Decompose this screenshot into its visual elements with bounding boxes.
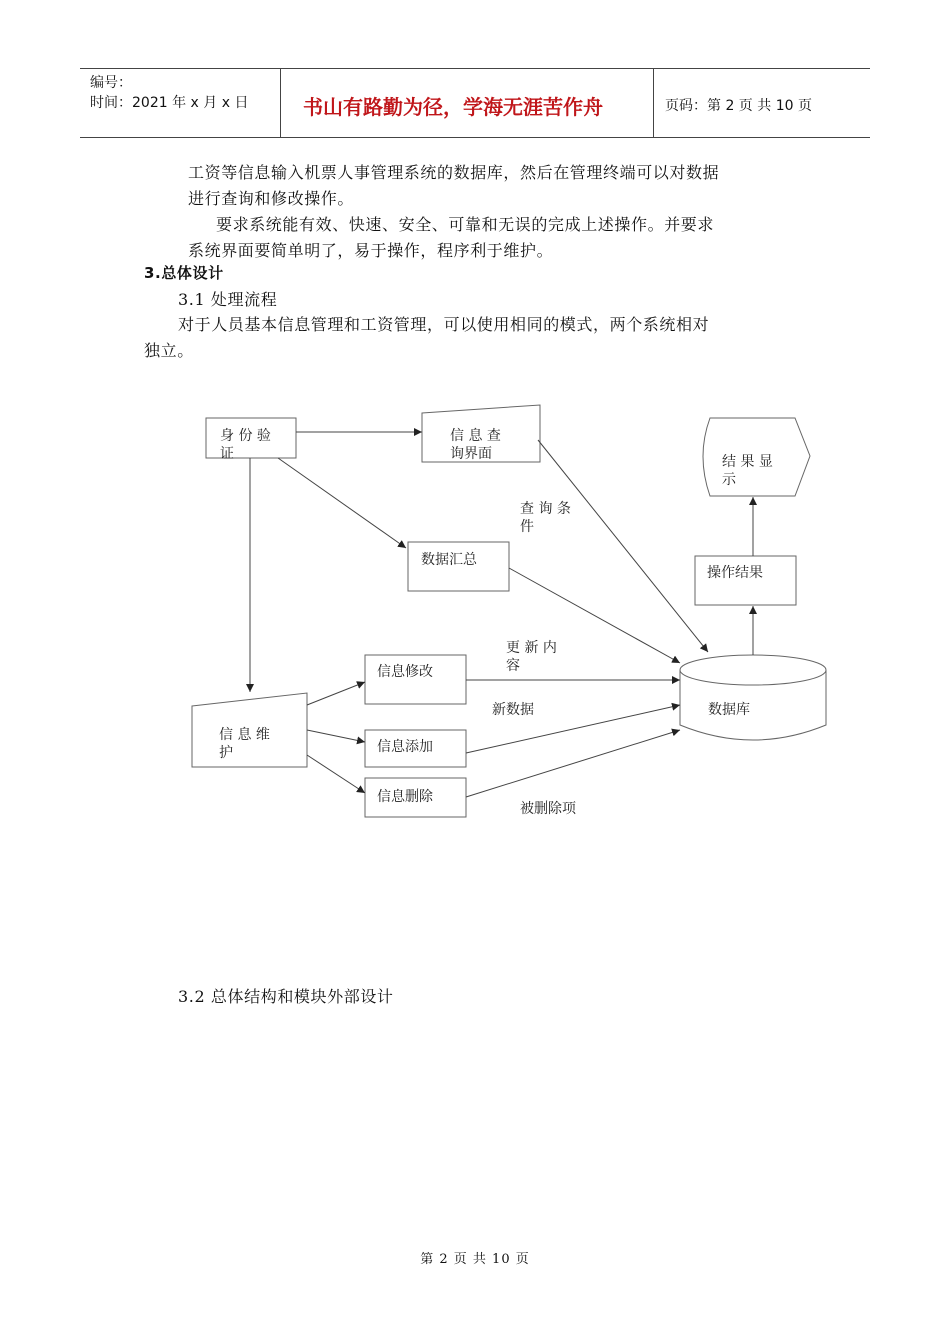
section-heading: 3.总体设计 [144,264,224,282]
maintain-label-2: 护 [219,745,233,761]
result-label-1: 结 果 显 [722,454,773,470]
new-data-label: 新数据 [492,702,534,718]
modify-label: 信息修改 [377,664,433,680]
query-ui-label-1: 信 息 查 [450,428,501,444]
result-label-2: 示 [722,472,736,488]
update-label-1: 更 新 内 [506,640,557,656]
arrow-delete-db [466,730,680,797]
arrow-identity-summary [278,458,406,548]
para2-line2: 系统界面要简单明了，易于操作，程序利于维护。 [188,241,554,260]
add-label: 信息添加 [377,739,433,755]
para3-line2: 独立。 [144,341,194,360]
subheading-3-1: 3.1 处理流程 [178,290,278,309]
date-label: 时间：2021 年 x 月 x 日 [90,95,249,111]
motto: 书山有路勤为径，学海无涯苦作舟 [303,95,603,119]
summary-label: 数据汇总 [421,552,477,568]
query-cond-label-1: 查 询 条 [520,501,571,517]
query-ui-label-2: 询界面 [450,446,492,462]
page-label: 页码：第 2 页 共 10 页 [665,98,812,114]
arrow-query-db [538,440,708,652]
para1-line1: 工资等信息输入机票人事管理系统的数据库，然后在管理终端可以对数据 [188,163,720,182]
arrow-maintain-modify [307,682,365,705]
maintain-label-1: 信 息 维 [219,727,270,743]
code-label: 编号： [90,75,132,91]
subheading-3-2: 3.2 总体结构和模块外部设计 [178,987,394,1006]
para1-line2: 进行查询和修改操作。 [188,189,355,208]
database-cylinder [680,655,826,740]
arrow-maintain-add [307,730,365,742]
identity-label-2: 证 [220,446,234,462]
arrow-maintain-delete [307,755,365,793]
delete-label: 信息删除 [377,789,433,805]
database-label: 数据库 [708,702,750,718]
op-result-label: 操作结果 [707,565,763,581]
deleted-item-label: 被删除项 [520,801,576,817]
para3-line1: 对于人员基本信息管理和工资管理，可以使用相同的模式，两个系统相对 [178,315,710,334]
identity-label-1: 身 份 验 [220,428,271,444]
update-label-2: 容 [506,658,520,674]
page-footer: 第 2 页 共 10 页 [420,1252,530,1267]
query-cond-label-2: 件 [520,519,534,535]
para2-line1: 要求系统能有效、快速、安全、可靠和无误的完成上述操作。并要求 [216,215,715,234]
